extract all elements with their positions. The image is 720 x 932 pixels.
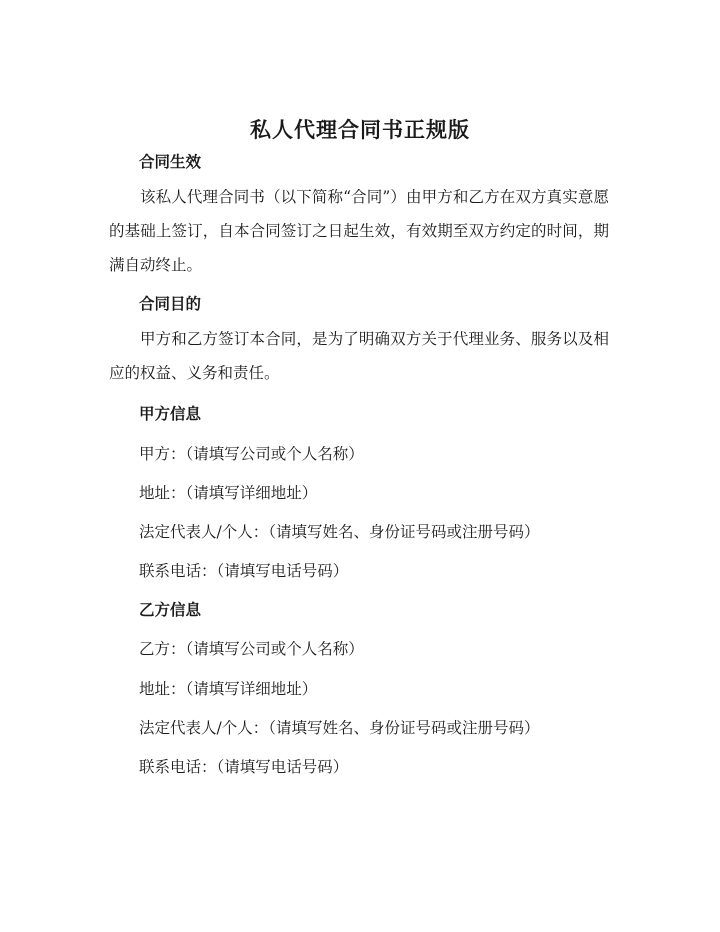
party-a-rep-value: （请填写姓名、身份证号码或注册号码） <box>268 523 540 541</box>
document-title: 私人代理合同书正规版 <box>250 117 470 142</box>
section-heading-effect: 合同生效 <box>139 152 202 171</box>
party-a-address-value: （请填写详细地址） <box>185 484 318 502</box>
party-b-phone-value: （请填写电话号码） <box>216 758 349 776</box>
section-body-effect: 该私人代理合同书（以下简称“合同”）由甲方和乙方在双方真实意愿的基础上签订，自本合同签订之日起生效，有效期至双方约定的时间，期满自动终止。 <box>109 188 609 274</box>
party-b-rep-line <box>139 716 540 738</box>
party-b-name-label: 乙方： <box>139 640 186 658</box>
party-b-address-label: 地址： <box>139 680 186 698</box>
party-b-name-value: （请填写公司或个人名称） <box>185 640 364 658</box>
party-b-rep-label: 法定代表人/个人： <box>139 719 269 737</box>
section-heading-purpose: 合同目的 <box>139 294 202 313</box>
party-a-address-line <box>139 481 317 503</box>
section-heading-party-a: 甲方信息 <box>139 404 202 423</box>
party-b-phone-line <box>139 755 348 777</box>
section-body-purpose: 甲方和乙方签订本合同，是为了明确双方关于代理业务、服务以及相应的权益、义务和责任。 <box>109 330 609 382</box>
party-a-name-label: 甲方： <box>139 445 186 463</box>
party-b-rep-value: （请填写姓名、身份证号码或注册号码） <box>268 719 540 737</box>
section-heading-party-b: 乙方信息 <box>139 600 202 619</box>
party-b-address-line <box>139 677 317 699</box>
party-a-name-line <box>139 442 364 464</box>
party-a-name-value: （请填写公司或个人名称） <box>185 445 364 463</box>
party-a-rep-label: 法定代表人/个人： <box>139 523 269 541</box>
party-b-phone-label: 联系电话： <box>139 758 217 776</box>
party-b-address-value: （请填写详细地址） <box>185 680 318 698</box>
party-b-name-line <box>139 637 364 659</box>
party-a-address-label: 地址： <box>139 484 186 502</box>
party-a-rep-line <box>139 520 540 542</box>
party-a-phone-value: （请填写电话号码） <box>216 562 349 580</box>
party-a-phone-label: 联系电话： <box>139 562 217 580</box>
party-a-phone-line <box>139 559 348 581</box>
